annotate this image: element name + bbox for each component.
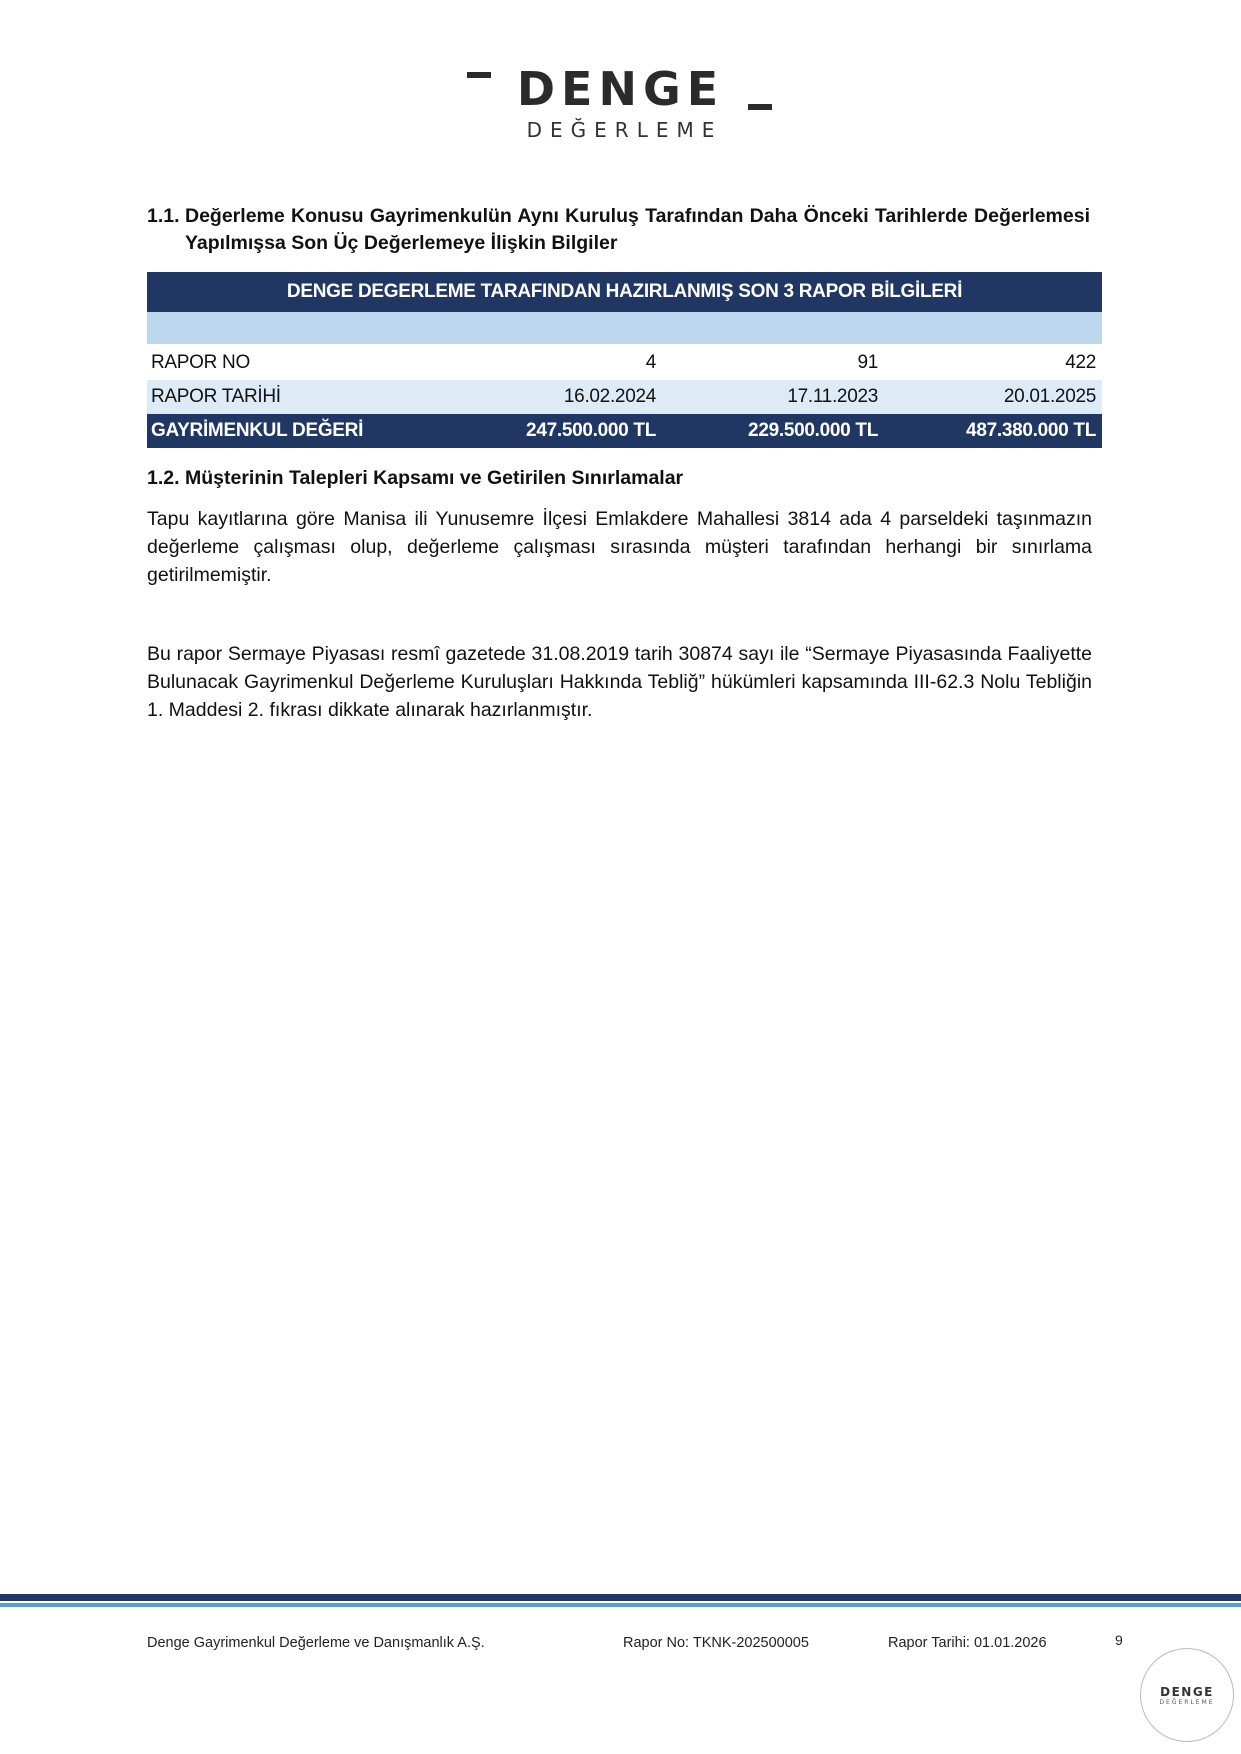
table-cell: 20.01.2025: [1003, 386, 1096, 407]
section-number: 1.2.: [147, 467, 180, 489]
footer-report-date: Rapor Tarihi: 01.01.2026: [888, 1635, 1047, 1651]
row-label: RAPOR NO: [151, 352, 250, 373]
row-label: GAYRİMENKUL DEĞERİ: [151, 420, 364, 441]
section-1-2-heading: [147, 465, 1092, 492]
logo-main-text: DENGE: [516, 62, 725, 116]
footer-rule-light: [0, 1603, 1241, 1607]
logo-wordmark: [465, 62, 776, 116]
row-label: RAPOR TARİHİ: [151, 386, 281, 407]
paragraph-client-requests: Tapu kayıtlarına göre Manisa ili Yunusemre İlçesi Emlakdere Mahallesi 3814 ada 4 parseldeki taşınmazın değerleme çalışması olup, değerleme çalışması sırasında müşteri tarafından herhangi bir sınırlama getirilmemiştir.: [147, 508, 1092, 586]
footer-company: Denge Gayrimenkul Değerleme ve Danışmanlık A.Ş.: [147, 1635, 485, 1651]
table-cell: 487.380.000 TL: [966, 420, 1096, 441]
table-row-report-no: [147, 346, 1102, 380]
table-title: DENGE DEGERLEME TARAFINDAN HAZIRLANMIŞ SON 3 RAPOR BİLGİLERİ: [147, 272, 1102, 312]
logo-bar-right: [748, 104, 772, 110]
company-logo: [0, 62, 1241, 142]
table-cell: 4: [645, 352, 656, 373]
section-title: Değerleme Konusu Gayrimenkulün Aynı Kuruluş Tarafından Daha Önceki Tarihlerde Değerlemesi Yapılmışsa Son Üç Değerlemeye İlişkin Bilgiler: [185, 205, 1090, 254]
section-number: 1.1.: [147, 205, 180, 227]
footer-rule-dark: [0, 1594, 1241, 1601]
seal-sub-text: DEĞERLEME: [1159, 1698, 1215, 1706]
table-cell: 17.11.2023: [787, 386, 878, 407]
seal-main-text: DENGE: [1160, 1684, 1214, 1699]
table-row-property-value: [147, 414, 1102, 448]
company-seal: [1140, 1648, 1234, 1742]
footer-report-no: Rapor No: TKNK-202500005: [623, 1635, 809, 1651]
paragraph-regulation: Bu rapor Sermaye Piyasası resmî gazetede 31.08.2019 tarih 30874 sayı ile “Sermaye Piyasasında Faaliyette Bulunacak Gayrimenkul Değerleme Kuruluşları Hakkında Tebliğ” hükümleri kapsamında III-62.3 Nolu Tebliğin 1. Maddesi 2. fıkrası dikkate alınarak hazırlanmıştır.: [147, 643, 1092, 721]
table-cell: 16.02.2024: [563, 386, 656, 407]
logo-subtitle: DEĞERLEME: [526, 118, 723, 142]
table-cell: 229.500.000 TL: [748, 420, 878, 441]
table-cell: 247.500.000 TL: [526, 420, 656, 441]
table-spacer-row: [147, 312, 1102, 344]
table-row-report-date: [147, 380, 1102, 414]
table-cell: 91: [857, 352, 878, 373]
logo-bar-left: [467, 72, 491, 78]
table-cell: 422: [1065, 352, 1096, 373]
section-title: Müşterinin Talepleri Kapsamı ve Getirilen Sınırlamalar: [185, 467, 684, 489]
report-table: [147, 272, 1102, 448]
page-number: 9: [1115, 1632, 1123, 1648]
section-1-1-heading: [147, 203, 1092, 257]
